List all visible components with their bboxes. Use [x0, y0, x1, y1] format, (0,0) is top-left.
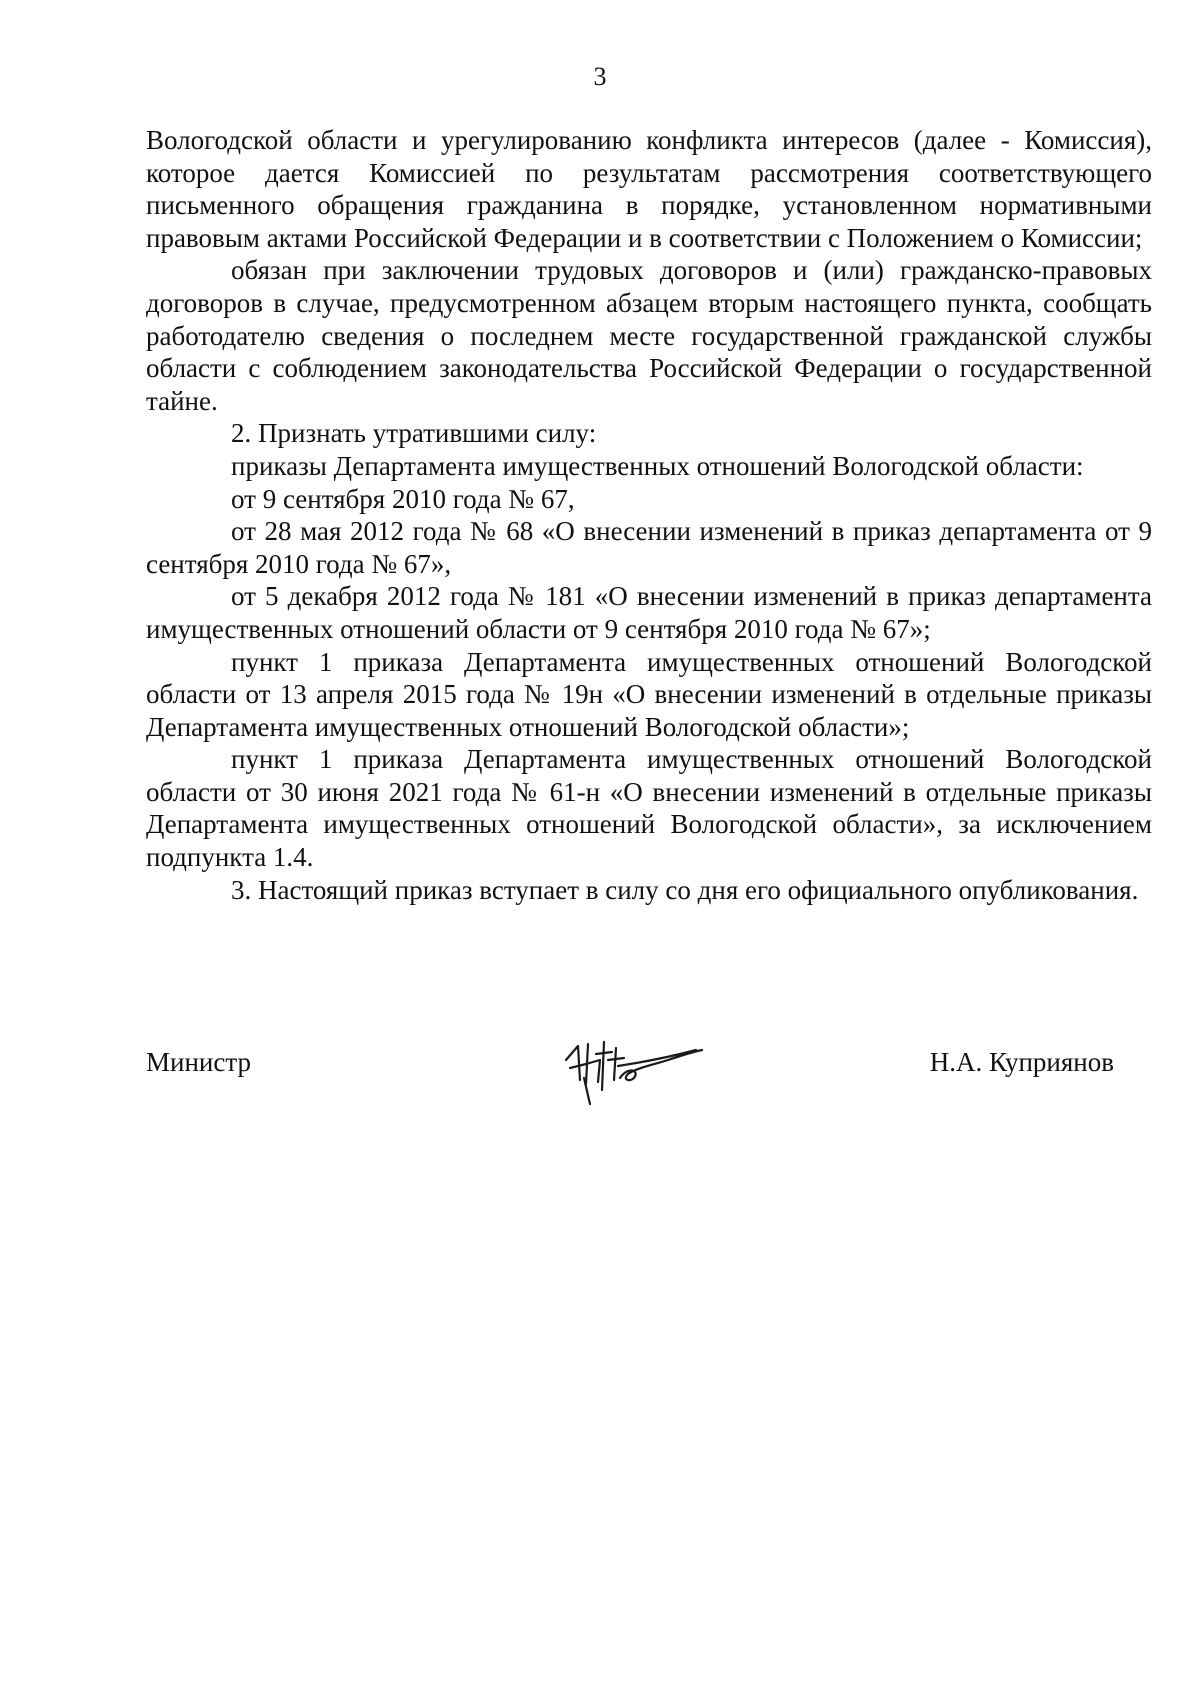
signatory-position: Министр: [146, 1047, 251, 1077]
paragraph-order-181: от 5 декабря 2012 года № 181 «О внесении изменений в приказ департамента имущественных отношений области от 9 сентября 2010 года № 67»;: [146, 581, 1152, 644]
page-number: 3: [593, 62, 607, 91]
paragraph-clause-2: 2. Признать утратившими силу:: [231, 418, 597, 449]
paragraph-order-61n: пункт 1 приказа Департамента имущественных отношений Вологодской области от 30 июня 2021 года № 61-н «О внесении изменений в отдельные приказы Департамента имущественных отношений Вологодской области», за исключением подпункта 1.4.: [146, 744, 1152, 873]
paragraph-order-19n: пункт 1 приказа Департамента имущественных отношений Вологодской области от 13 апреля 2015 года № 19н «О внесении изменений в отдельные приказы Департамента имущественных отношений Вологодской области»;: [146, 646, 1152, 742]
paragraph-orders-heading: приказы Департамента имущественных отношений Вологодской области:: [231, 450, 1084, 481]
paragraph-order-67: от 9 сентября 2010 года № 67,: [231, 483, 575, 514]
paragraph-obligation: обязан при заключении трудовых договоров и (или) гражданско-правовых договоров в случае, предусмотренном абзацем вторым настоящего пункта, сообщать работодателю сведения о последнем месте государственной гражданской службы области с соблюдением законодательства Российской Федерации о государственной тайне.: [146, 255, 1152, 416]
handwritten-signature: [556, 1020, 706, 1110]
document-body: [146, 124, 1152, 906]
paragraph-clause-3: 3. Настоящий приказ вступает в силу со дня его официального опубликования.: [231, 874, 1139, 905]
signature-block: [146, 1020, 1114, 1110]
paragraph-order-68: от 28 мая 2012 года № 68 «О внесении изменений в приказ департамента от 9 сентября 2010 года № 67»,: [146, 516, 1152, 579]
signatory-name: Н.А. Куприянов: [929, 1047, 1114, 1077]
paragraph-commission: Вологодской области и урегулированию конфликта интересов (далее - Комиссия), которое дается Комиссией по результатам рассмотрения соответствующего письменного обращения гражданина в порядке, установленном нормативными правовым актами Российской Федерации и в соответствии с Положением о Комиссии;: [146, 125, 1152, 253]
